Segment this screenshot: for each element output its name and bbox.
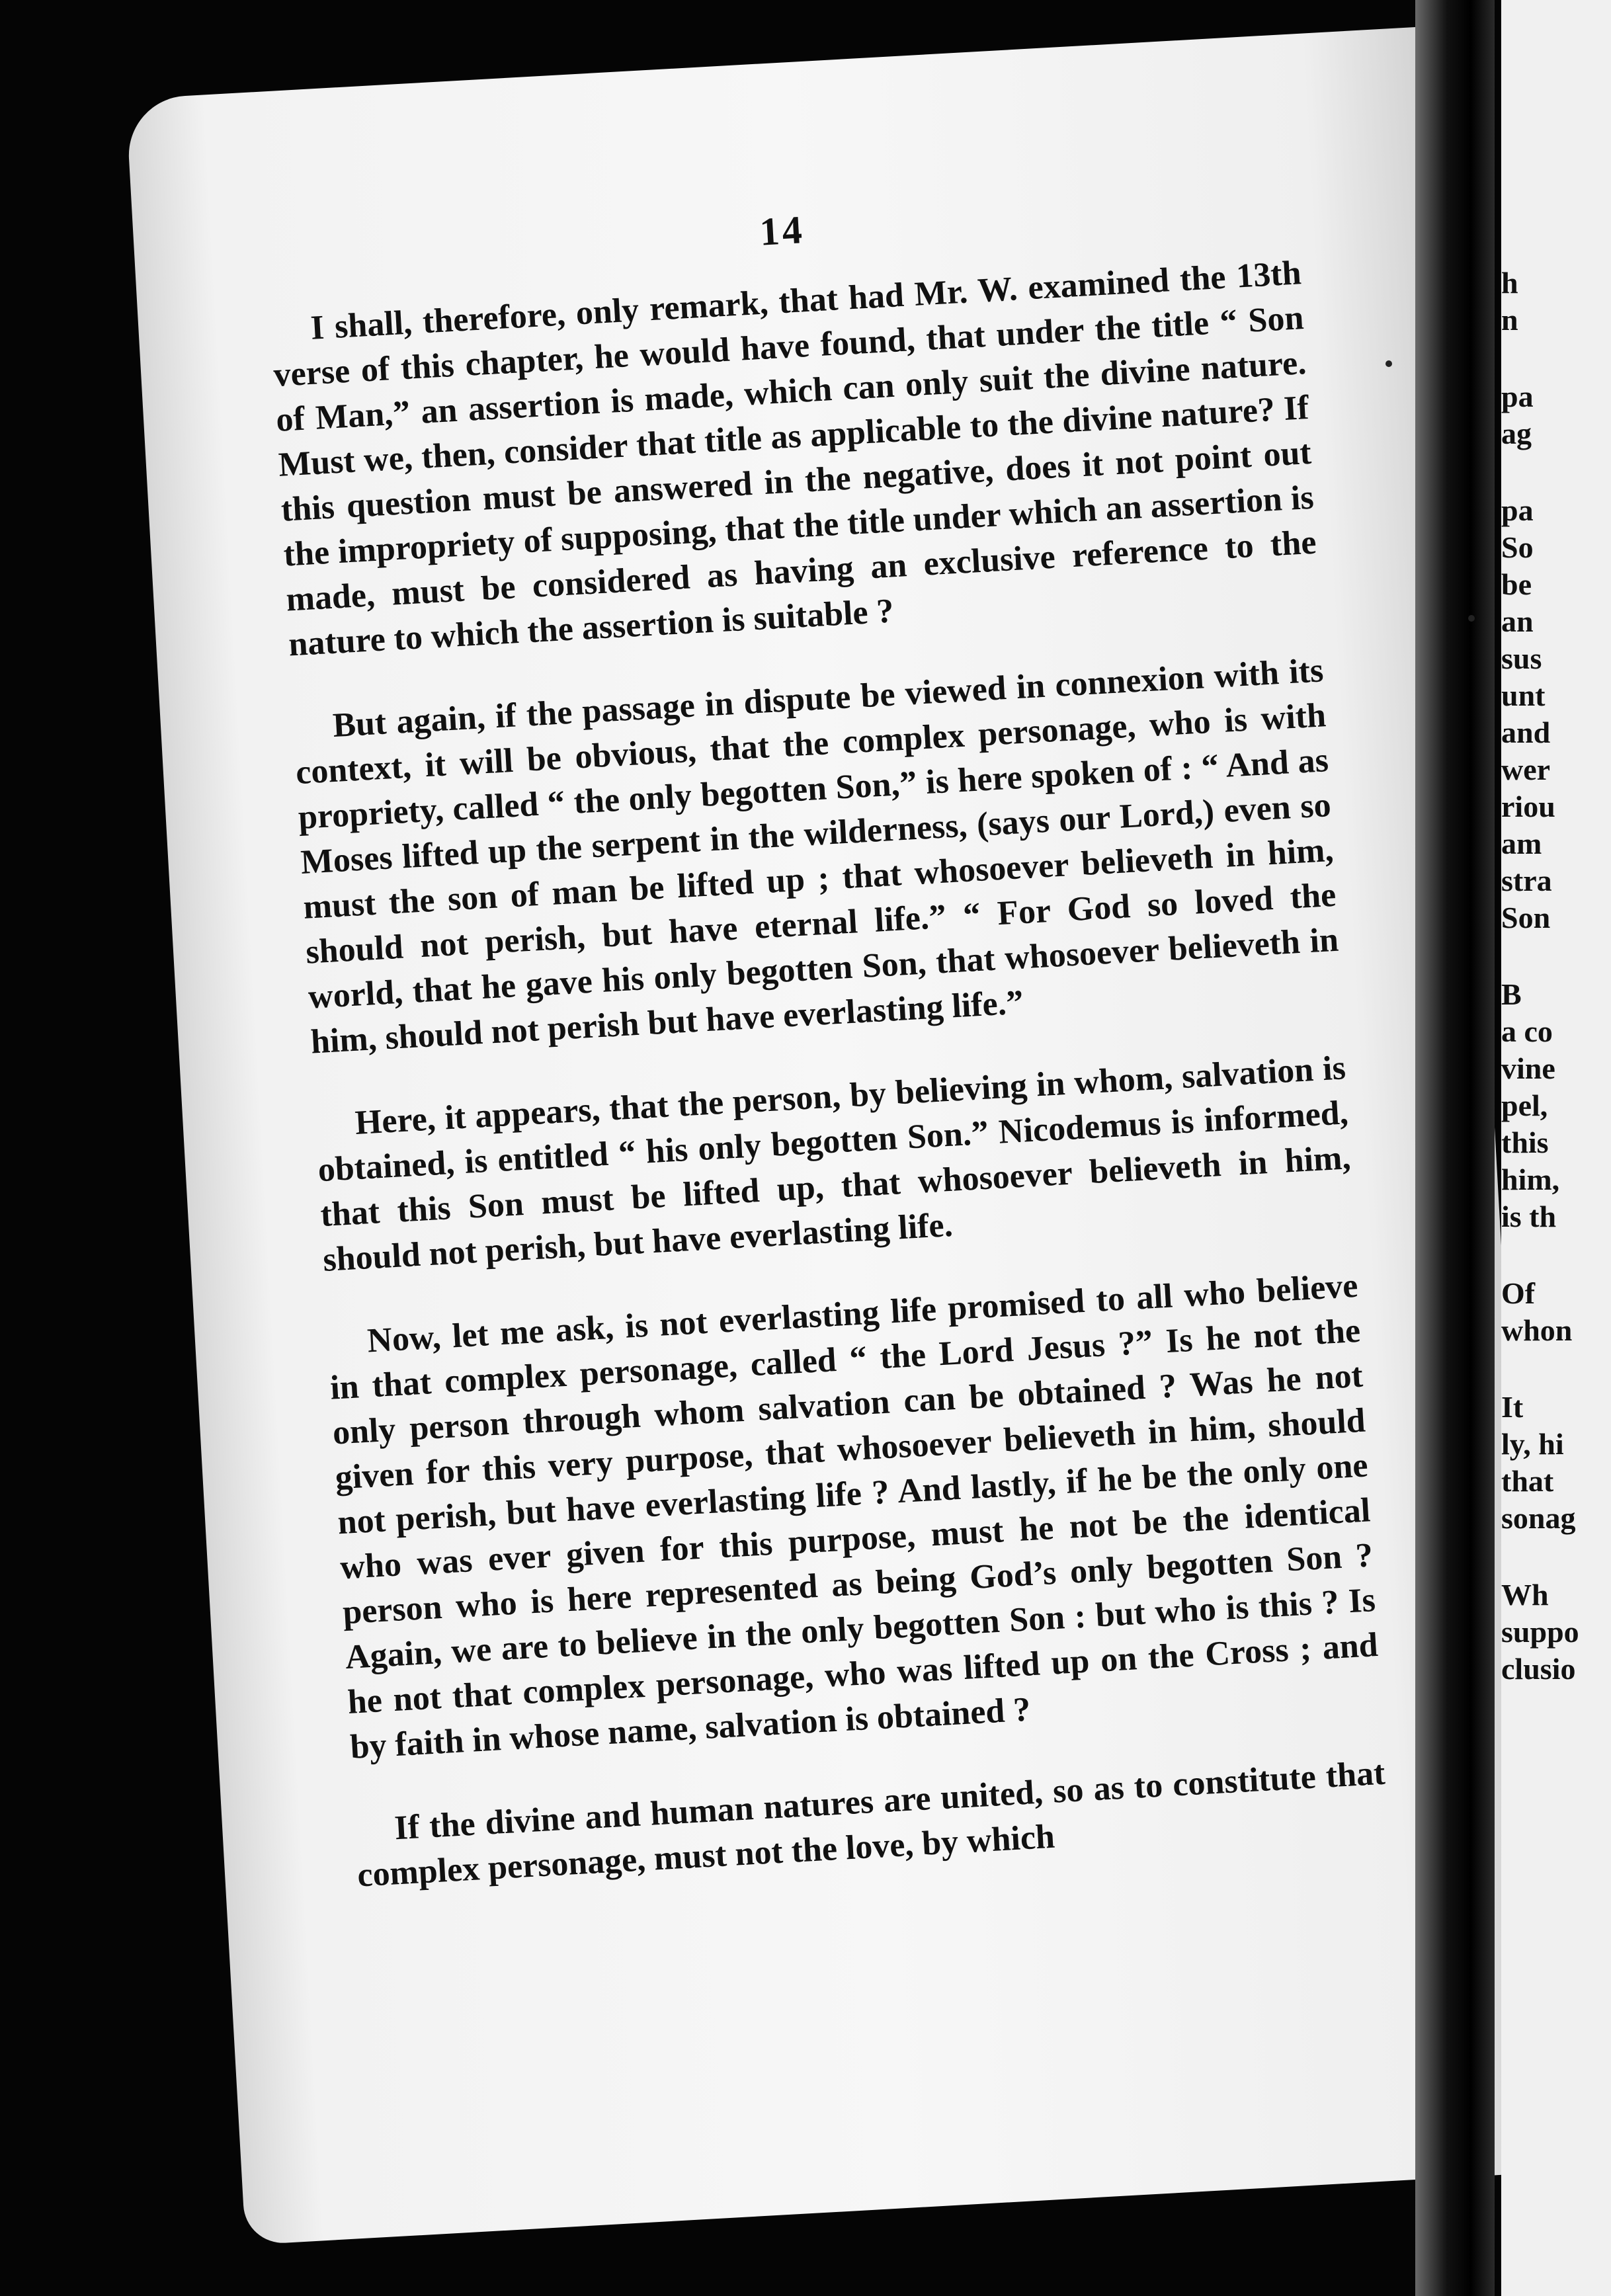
right-page-fragment: unt [1501,678,1546,712]
paragraph-1: I shall, therefore, only remark, that had Mr. W. examined the 13th verse of this chapter, he would have found, that under the title “ Son of Man,” an assertion is made, which can only suit the divine nature. Must we, then, consider that title as applicable to the divine nature? If this question must be answered in the negative, does it not point out the impropriety of supposing, that the title under which an assertion is made, must be considered as having an exclusive reference to the nature to which the assertion is suitable ? [272,254,1317,664]
paragraph-3: Here, it appears, that the person, by believing in whom, salvation is obtained, is entitled “ his only begotten Son.” Nicodemus is informed, that this Son must be lifted up, that whosoever believeth in him, should not perish, but have everlasting life. [317,1049,1352,1280]
right-page-fragment: suppo [1501,1615,1579,1649]
right-page-fragment: wer [1501,753,1551,786]
right-page-fragment: It [1501,1390,1524,1424]
right-page-fragment: be [1501,567,1532,601]
page-number: 14 [758,208,806,254]
right-page-fragment: sus [1501,641,1542,675]
right-page-fragment: Of [1501,1276,1536,1310]
paragraph-2: But again, if the passage in dispute be viewed in connexion with its context, it will be obvious, that the complex personage, who is with propriety, called “ the only begotten Son,” is here spoken of : “ And as Moses lifted up the serpent in the wilderness, (says our Lord,) even so must the son of man be lifted up ; that whosoever believeth in him, should not perish, but have eternal life.” “ For God so loved the world, that he gave his only begotten Son, that whosoever believeth in him, should not perish but have everlasting life.” [294,651,1340,1061]
right-page-edge [1501,0,1611,2296]
right-page-fragment: Son [1501,901,1551,934]
right-page-fragment: riou [1501,790,1555,823]
right-page-fragment: B [1501,977,1522,1011]
right-page-fragment: ly, hi [1501,1427,1564,1461]
book-gutter [1415,0,1495,2296]
speck-mark [1385,360,1392,367]
left-page [126,26,1553,2244]
right-page-fragment [1501,1235,1611,1275]
right-page-fragment: is th [1501,1200,1557,1233]
right-page-fragment: that [1501,1464,1554,1498]
page-text [266,179,1391,1936]
right-page-fragment: this [1501,1126,1549,1159]
right-page-fragment [1501,1537,1611,1577]
right-page-fragment: So [1501,530,1534,564]
right-page-fragment [1501,452,1611,492]
right-page-fragment: h [1501,266,1518,300]
right-page-fragment [1501,339,1611,378]
paragraph-5: If the divine and human natures are united, so as to constitute that complex personage, must not the love, by which [356,1754,1386,1895]
right-page-fragment [1501,1349,1611,1389]
right-page-fragment: pa [1501,380,1534,413]
right-page-text-fragments [1501,265,1611,1688]
right-page-fragment: him, [1501,1163,1560,1196]
right-page-fragment: whon [1501,1313,1573,1347]
speck-mark [1468,615,1475,622]
right-page-fragment: pel, [1501,1088,1548,1122]
right-page-fragment: ag [1501,417,1532,450]
right-page-fragment: an [1501,604,1534,638]
right-page-fragment [1501,936,1611,976]
right-page-fragment: a co [1501,1014,1553,1048]
right-page-fragment: clusio [1501,1652,1576,1686]
right-page-fragment: stra [1501,864,1552,897]
right-page-fragment: sonag [1501,1501,1576,1535]
right-page-fragment: am [1501,827,1542,860]
right-page-fragment: Wh [1501,1578,1549,1612]
right-page-fragment: vine [1501,1051,1555,1085]
right-page-fragment: and [1501,716,1551,749]
right-page-fragment: n [1501,303,1518,337]
paragraph-4: Now, let me ask, is not everlasting life promised to all who believe in that complex personage, called “ the Lord Jesus ?” Is he not the only person through whom salvation can be obtained ? Was he not given for this very purpose, that whosoever believeth in him, should not perish, but have everlasting life ? And lastly, if he be the only one who was ever given for this purpose, must he not be the identical person who is here represented as being God’s only begotten Son ? Again, we are to believe in the only begotten Son : but who is this ? Is he not that complex personage, who was lifted up on the Cross ; and by faith in whose name, salvation is obtained ? [329,1266,1380,1766]
right-page-fragment: pa [1501,493,1534,527]
